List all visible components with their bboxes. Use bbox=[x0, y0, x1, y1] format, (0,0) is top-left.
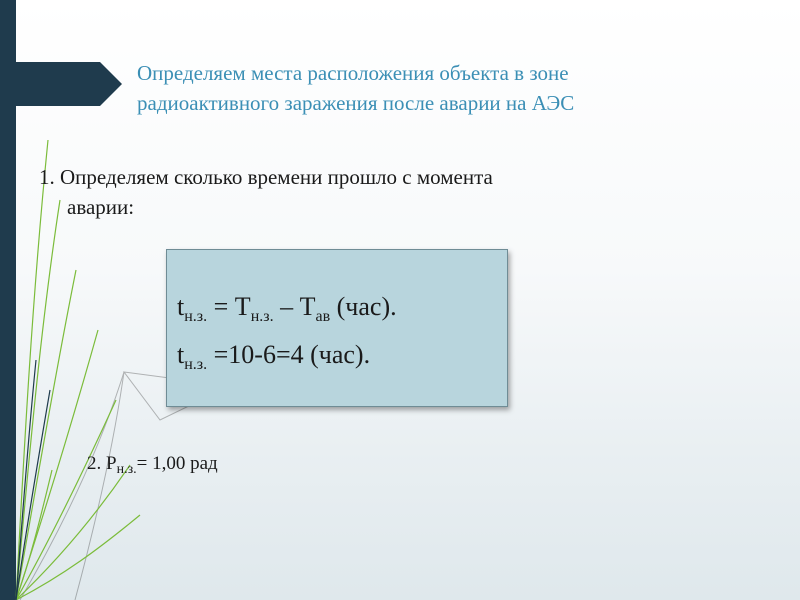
step-2-sub: н.з. bbox=[116, 462, 137, 477]
title-line-1: Определяем места расположения объекта в зоне bbox=[137, 61, 569, 85]
step-1-text-line-1: Определяем сколько времени прошло с момента bbox=[60, 165, 493, 189]
step-2-prefix: 2. Р bbox=[87, 453, 117, 474]
formula-2-sub: н.з. bbox=[184, 356, 208, 373]
step-1-text-line-2: аварии: bbox=[67, 195, 135, 219]
step-1-number: 1. bbox=[39, 165, 55, 189]
formula-1 bbox=[177, 292, 397, 326]
step-2 bbox=[87, 453, 218, 478]
formula-2 bbox=[177, 340, 370, 374]
decor-dark-lines bbox=[16, 360, 50, 600]
formula-2-var: t bbox=[177, 340, 185, 369]
formula-1-var-a: Т bbox=[234, 292, 251, 321]
formula-1-var-b: Т bbox=[299, 292, 316, 321]
formula-1-lhs-var: t bbox=[177, 292, 185, 321]
formula-1-unit: (час). bbox=[330, 292, 397, 321]
formula-1-minus: – bbox=[273, 292, 300, 321]
formula-box bbox=[166, 249, 508, 407]
step-1 bbox=[39, 162, 659, 222]
formula-1-equals: = bbox=[207, 292, 235, 321]
formula-1-sub-a: н.з. bbox=[250, 308, 274, 325]
slide-title bbox=[137, 58, 757, 118]
formula-1-lhs-sub: н.з. bbox=[184, 308, 208, 325]
title-line-2: радиоактивного заражения после аварии на АЭС bbox=[137, 91, 575, 115]
step-2-value: = 1,00 рад bbox=[136, 453, 218, 474]
formula-2-expression: =10-6=4 (час). bbox=[207, 340, 371, 369]
formula-1-sub-b: ав bbox=[315, 308, 331, 325]
